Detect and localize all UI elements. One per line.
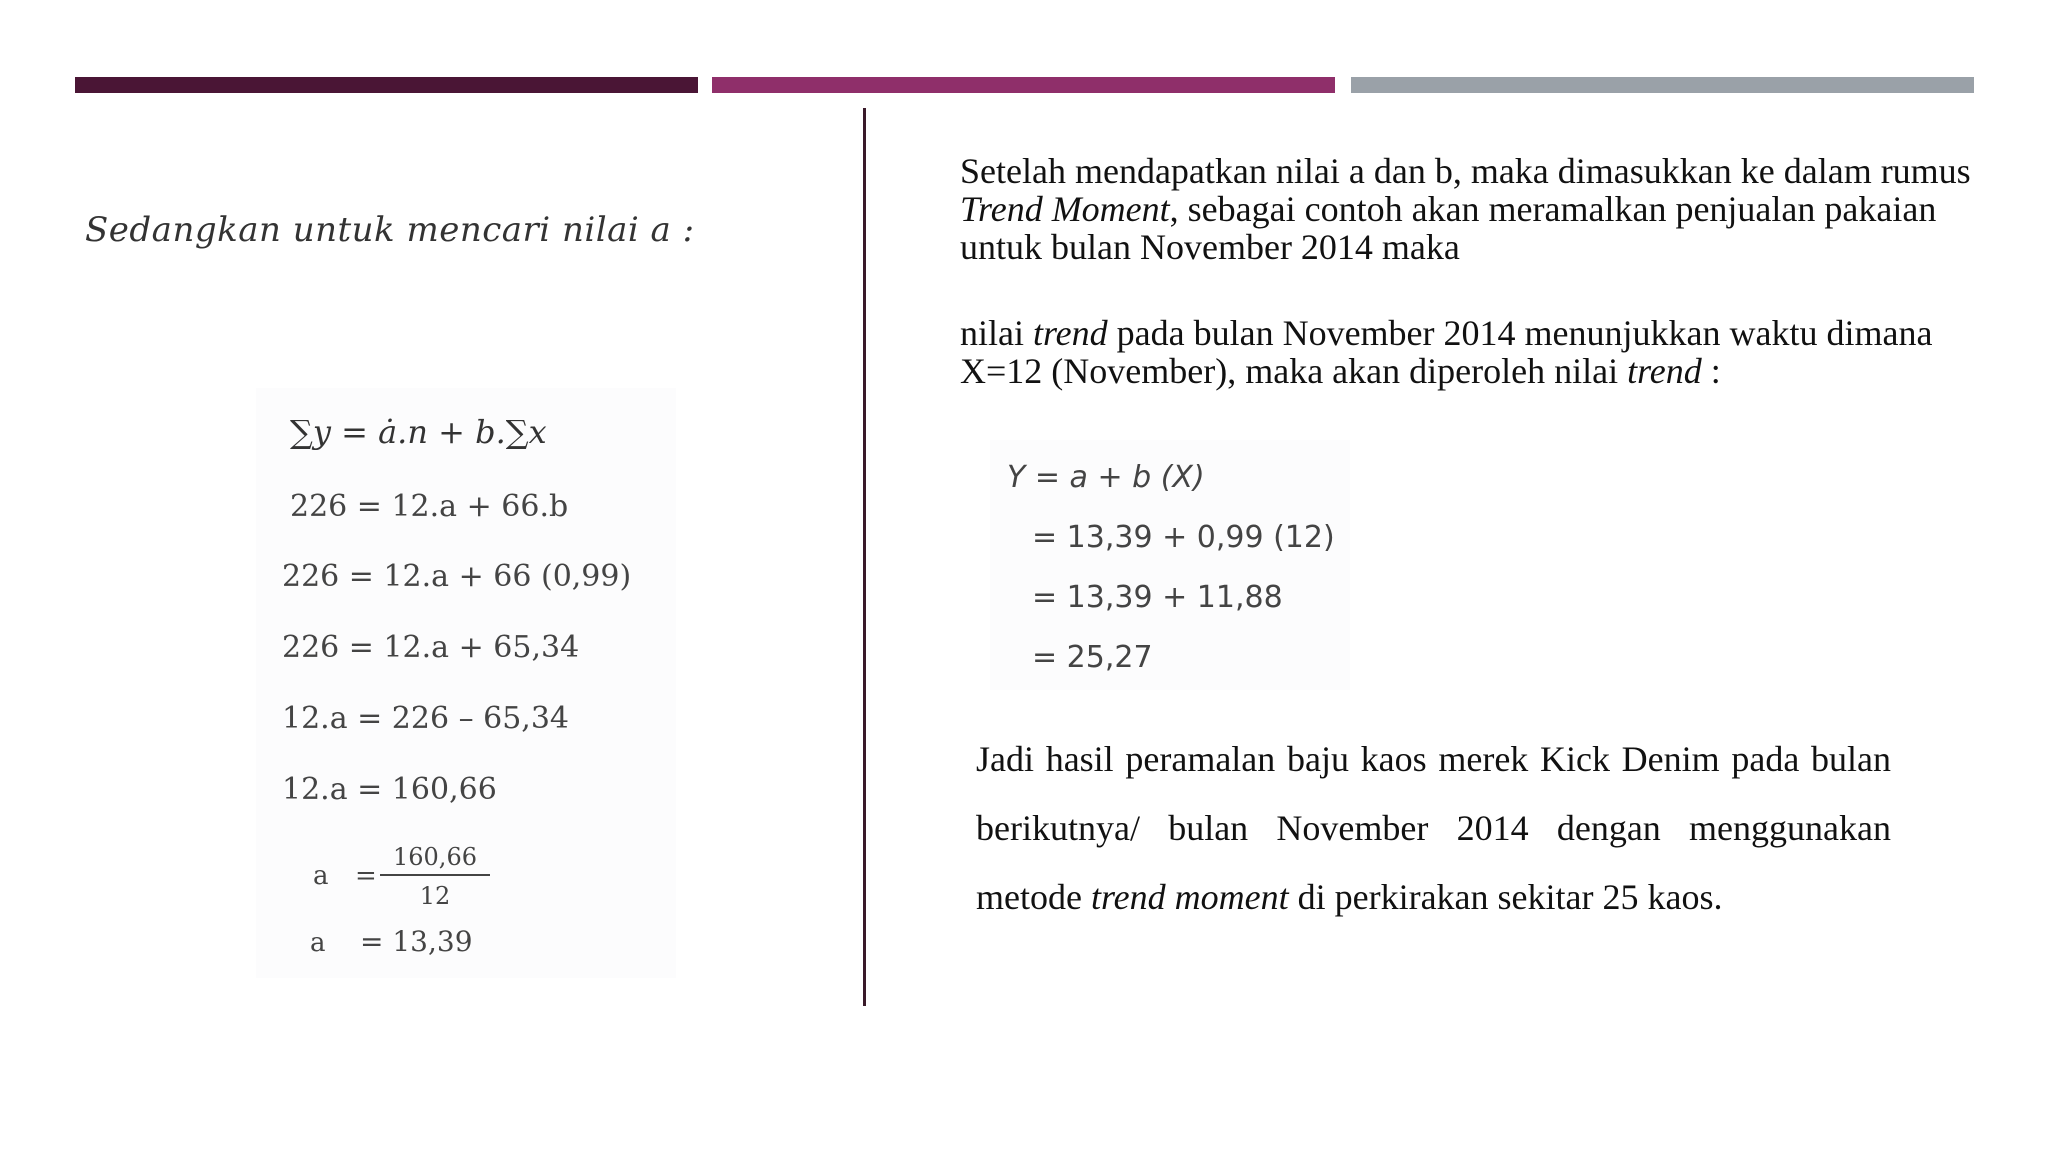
paragraph-conclusion xyxy=(976,725,1891,932)
header-bar-magenta xyxy=(712,77,1335,93)
paragraph-intro xyxy=(960,152,1990,266)
equation-line-1: 226 = 12.a + 66.b xyxy=(290,489,569,524)
final-label: a xyxy=(310,928,326,958)
equation-line-5: 12.a = 160,66 xyxy=(282,772,497,807)
header-bar-gray xyxy=(1351,77,1974,93)
paragraph-intro-text-a: Setelah mendapatkan nilai a dan b, maka dimasukkan ke dalam rumus xyxy=(960,151,1971,191)
equation-line-2: 226 = 12.a + 66 (0,99) xyxy=(282,559,632,594)
y-equation-head: Y = a + b (X) xyxy=(1007,460,1205,495)
header-bar-dark xyxy=(75,77,698,93)
paragraph-conclusion-text-b: di perkirakan sekitar 25 kaos. xyxy=(1288,877,1723,917)
paragraph-trend xyxy=(960,314,1990,390)
y-equation-line-2: = 13,39 + 11,88 xyxy=(1032,580,1283,615)
paragraph-trend-emphasis-2: trend xyxy=(1627,351,1702,391)
fraction xyxy=(380,843,490,910)
fraction-label: a xyxy=(313,861,329,891)
paragraph-trend-emphasis-1: trend xyxy=(1032,313,1108,353)
y-equation-line-3: = 25,27 xyxy=(1032,640,1153,675)
final-value: = 13,39 xyxy=(360,925,473,958)
paragraph-trend-text-c: : xyxy=(1701,351,1721,391)
vertical-divider xyxy=(863,108,866,1006)
equation-line-3: 226 = 12.a + 65,34 xyxy=(282,630,580,665)
fraction-denominator: 12 xyxy=(419,882,451,910)
paragraph-trend-text-a: nilai xyxy=(960,313,1033,353)
equation-line-4: 12.a = 226 – 65,34 xyxy=(282,701,570,736)
fraction-equals: = xyxy=(355,861,377,891)
equation-sum: ∑y = ȧ.n + b.∑x xyxy=(290,413,547,451)
paragraph-conclusion-text-a: Jadi hasil peramalan baju kaos merek Kick Denim pada bulan berikutnya/ bulan November 2014 dengan menggunakan metode xyxy=(976,739,1891,917)
left-heading: Sedangkan untuk mencari nilai a : xyxy=(85,210,695,250)
paragraph-trend-text-b: pada bulan November 2014 menunjukkan waktu dimana X=12 (November), maka akan diperoleh nilai xyxy=(960,313,1933,391)
y-equation-line-1: = 13,39 + 0,99 (12) xyxy=(1032,520,1335,555)
paragraph-conclusion-emphasis: trend moment xyxy=(1090,877,1289,917)
paragraph-intro-emphasis: Trend Moment xyxy=(960,189,1170,229)
fraction-numerator: 160,66 xyxy=(380,843,490,876)
paragraph-intro-text-b: , sebagai contoh akan meramalkan penjualan pakaian untuk bulan November 2014 maka xyxy=(960,189,1937,267)
